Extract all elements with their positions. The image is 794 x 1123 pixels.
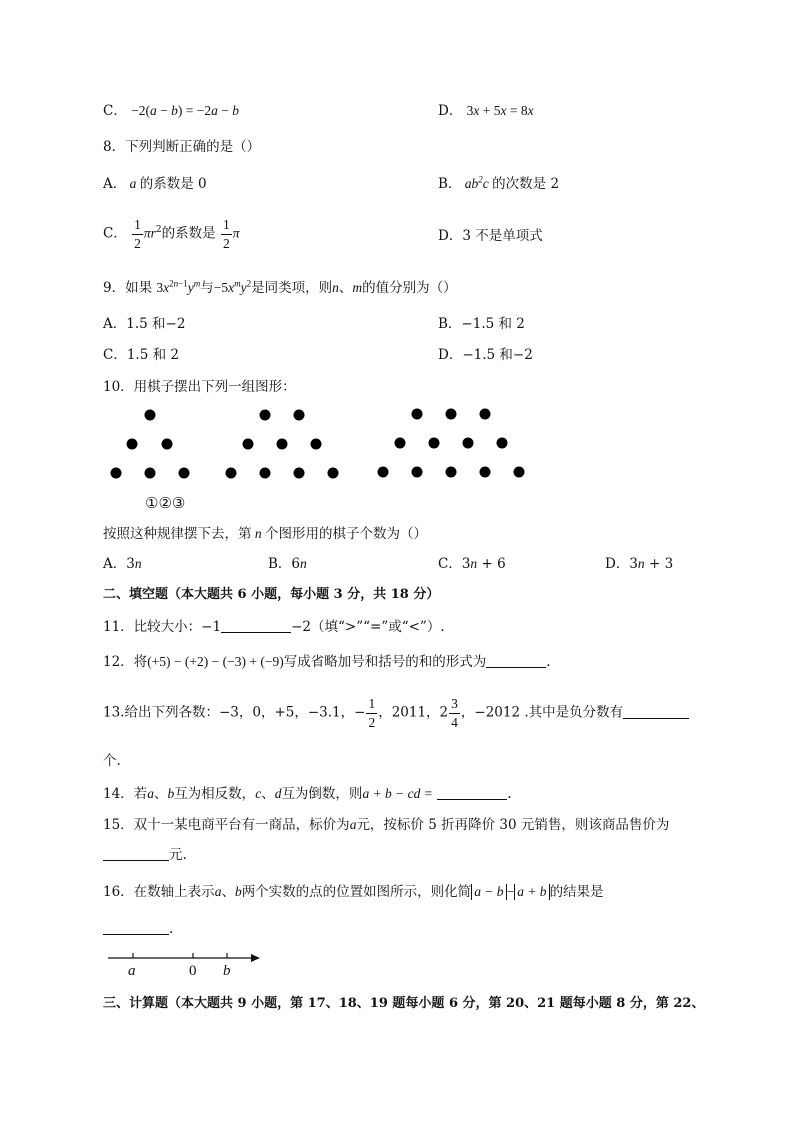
abs-a-plus-b: a + b — [514, 884, 549, 900]
q12-post: 写成省略加号和括号的和的形式为 — [283, 654, 487, 670]
q15-line2 — [103, 849, 187, 863]
q11 — [103, 621, 445, 635]
q9-stem-pre: 9．如果 — [103, 280, 153, 296]
q8-stem: 8．下列判断正确的是（） — [103, 139, 261, 155]
q13-tail: 个. — [103, 753, 121, 769]
chess-piece — [497, 438, 508, 449]
chess-piece — [260, 468, 271, 479]
chess-piece — [514, 467, 525, 478]
q12 — [103, 655, 551, 670]
q13-frac2-den: 4 — [451, 714, 458, 730]
q7-option-c-label: C． — [103, 103, 127, 119]
chess-piece — [412, 409, 423, 420]
q10-rule-pre: 按照这种规律摆下去，第 — [103, 526, 252, 542]
q10-rule-post: 个图形用的棋子个数为（） — [265, 526, 427, 542]
q10-option-c-tail: + 6 — [481, 556, 506, 572]
q16-pre: 16．在数轴上表示 — [103, 884, 215, 900]
q10-option-c-label: C．3 — [438, 556, 471, 572]
chess-piece — [111, 468, 122, 479]
q12-end: . — [546, 654, 551, 670]
q16-post: 的结果是 — [549, 884, 604, 900]
chess-piece — [446, 467, 457, 478]
q10-option-d-tail: + 3 — [648, 556, 674, 572]
q14-answer-blank[interactable] — [437, 799, 507, 800]
q15-answer-blank[interactable] — [103, 860, 169, 861]
figure-3 — [378, 409, 525, 478]
q10-option-a-label: A．3 — [103, 556, 135, 572]
q15-line1: 15．双十一某电商平台有一商品，标价为a元，按标价 5 折再降价 30 元销售，则该商品售价为 — [103, 817, 670, 833]
figure-labels: ①②③ — [145, 494, 186, 512]
chess-piece — [162, 439, 173, 450]
q13-frac2-num: 3 — [449, 697, 460, 714]
q9-option-d: D．−1.5 和−2 — [438, 347, 533, 363]
q9-stem-end: 的值分别为（） — [362, 280, 457, 296]
chess-piece — [294, 468, 305, 479]
q12-pre: 12．将 — [103, 654, 148, 670]
arrow-right-icon — [251, 954, 260, 962]
q7-option-d — [438, 104, 534, 119]
number-line-label-zero: 0 — [189, 963, 197, 979]
q7-option-c — [103, 104, 239, 119]
q7-option-d-expr: 3x + 5x = 8x — [466, 103, 534, 118]
chess-piece — [294, 410, 305, 421]
q14-mid1: 、 — [153, 786, 168, 802]
q7-option-c-expr: −2(a − b) = −2a − b — [131, 103, 239, 118]
chess-piece — [145, 468, 156, 479]
q14-mid3: 、 — [261, 786, 275, 802]
number-line-label-a: a — [128, 963, 136, 979]
chess-piece — [480, 467, 491, 478]
abs-a-minus-b: a − b — [471, 884, 506, 900]
q8-option-a-text: 的系数是 0 — [139, 176, 207, 192]
q11-answer-blank[interactable] — [221, 632, 291, 633]
q9-stem: 9．如果 $3x^{2n-1}y^m$与$-5x^my^2$是同类项，则n、m的值分别为（） — [103, 278, 457, 296]
q12-expr: (+5) − (+2) − (−3) + (−9) — [147, 654, 284, 669]
q8-option-a: A． a 的系数是 0 — [103, 176, 207, 192]
section-2-heading: 二、填空题（本大题共 6 小题，每小题 3 分，共 18 分） — [103, 587, 440, 602]
chess-piece — [179, 468, 190, 479]
q10-option-d: D．3n + 3 — [605, 556, 674, 572]
q15-line1-pre: 15．双十一某电商平台有一商品，标价为 — [103, 817, 350, 833]
q11-post: −2（填“>”“=”或“<”）. — [291, 619, 445, 635]
q11-pre: 11．比较大小：−1 — [103, 619, 222, 635]
section-3-heading: 三、计算题（本大题共 9 小题，第 17、18、19 题每小题 6 分，第 20、21 题每小题 8 分，第 22、 — [103, 996, 705, 1011]
q8-option-b-label: B． — [438, 176, 462, 192]
q9-option-a: A．1.5 和−2 — [103, 316, 186, 332]
q14-pre: 14．若 — [103, 786, 148, 802]
q16: 16．在数轴上表示a、b两个实数的点的位置如图所示，则化简 a − b − a + b 的结果是 — [103, 884, 604, 900]
chess-piece — [328, 468, 339, 479]
q10-option-b-label: B．6 — [268, 556, 301, 572]
q10-option-d-label: D．3 — [605, 556, 638, 572]
q9-stem-post: 是同类项，则 — [251, 280, 333, 296]
chess-piece — [429, 438, 440, 449]
chess-piece — [480, 409, 491, 420]
chess-piece — [243, 439, 254, 450]
q14: 14．若a、b互为相反数，c、d互为倒数，则a + b − cd = . — [103, 786, 512, 802]
q13-frac1-den: 2 — [368, 714, 376, 730]
q14-mid2: 互为相反数， — [174, 786, 256, 802]
q8-option-b-text: 的次数是 2 — [492, 176, 560, 192]
fraction-one-half: $\frac{1}{2}$ — [134, 217, 141, 251]
figure-1 — [111, 410, 190, 479]
fraction-three-quarters — [449, 697, 460, 729]
q15-line1-post: 元，按标价 5 折再降价 30 元销售，则该商品售价为 — [356, 817, 670, 833]
chess-piece — [226, 468, 237, 479]
q9-option-b: B．−1.5 和 2 — [438, 316, 525, 332]
figure-2 — [226, 410, 339, 479]
q13 — [103, 697, 689, 729]
q10-option-a: A．3n — [103, 556, 142, 572]
q10-option-c: C．3n + 6 — [438, 556, 506, 572]
fraction-one-half — [366, 697, 377, 729]
q13-answer-blank[interactable] — [623, 718, 689, 719]
q9-option-c: C．1.5 和 2 — [103, 347, 179, 363]
q14-end: . — [507, 786, 512, 802]
chess-piece — [260, 410, 271, 421]
chess-piece — [277, 439, 288, 450]
q8-option-d: D．3 不是单项式 — [438, 228, 543, 244]
q8-option-c-label: C． — [103, 225, 127, 242]
q14-mid4: 互为倒数，则 — [281, 786, 363, 802]
q12-answer-blank[interactable] — [486, 667, 546, 668]
number-line-label-b: b — [223, 963, 231, 979]
chess-piece — [463, 438, 474, 449]
fraction-one-half: $\frac{1}{2}$ — [222, 217, 230, 251]
q16-mid2: 两个实数的点的位置如图所示，则化简 — [241, 884, 472, 900]
chess-piece — [311, 439, 322, 450]
q16-end: . — [169, 921, 174, 937]
chess-piece — [378, 467, 389, 478]
q13-post: ，−2012 .其中是负分数有 — [460, 704, 624, 721]
q14-expr: a + b − cd = — [362, 786, 433, 801]
chess-piece — [127, 439, 138, 450]
q10-rule: 按照这种规律摆下去，第 n 个图形用的棋子个数为（） — [103, 526, 427, 542]
q13-mid: ，2011，2 — [378, 704, 449, 721]
q13-frac1-num: 1 — [366, 697, 377, 714]
chess-piece — [145, 410, 156, 421]
q8-option-c-text: 的系数是 — [161, 225, 216, 242]
q10-option-b: B．6n — [268, 556, 307, 572]
q8-option-a-label: A． — [103, 176, 127, 192]
q8-option-c: C． $\frac{1}{2}$ $\pi r^2$的系数是 $\frac{1}{2}$ π — [103, 217, 240, 251]
q8-option-b: B． $ab^2c$ 的次数是 2 — [438, 174, 560, 192]
q16-answer-line — [103, 923, 173, 937]
q9-stem-sep: 、 — [338, 280, 353, 296]
q9-stem-mid: 与 — [200, 280, 214, 296]
q10-stem: 10．用棋子摆出下列一组图形： — [103, 379, 296, 395]
chess-piece — [412, 467, 423, 478]
chess-piece — [446, 409, 457, 420]
q7-option-d-label: D． — [438, 103, 463, 119]
q13-pre: 13.给出下列各数：−3，0，+5，−3.1，− — [103, 704, 366, 721]
q16-answer-blank[interactable] — [103, 934, 169, 935]
q16-mid1: 、 — [221, 884, 235, 900]
chess-pieces-figure — [0, 400, 794, 500]
chess-piece — [395, 438, 406, 449]
q15-line2-post: 元. — [169, 847, 187, 863]
